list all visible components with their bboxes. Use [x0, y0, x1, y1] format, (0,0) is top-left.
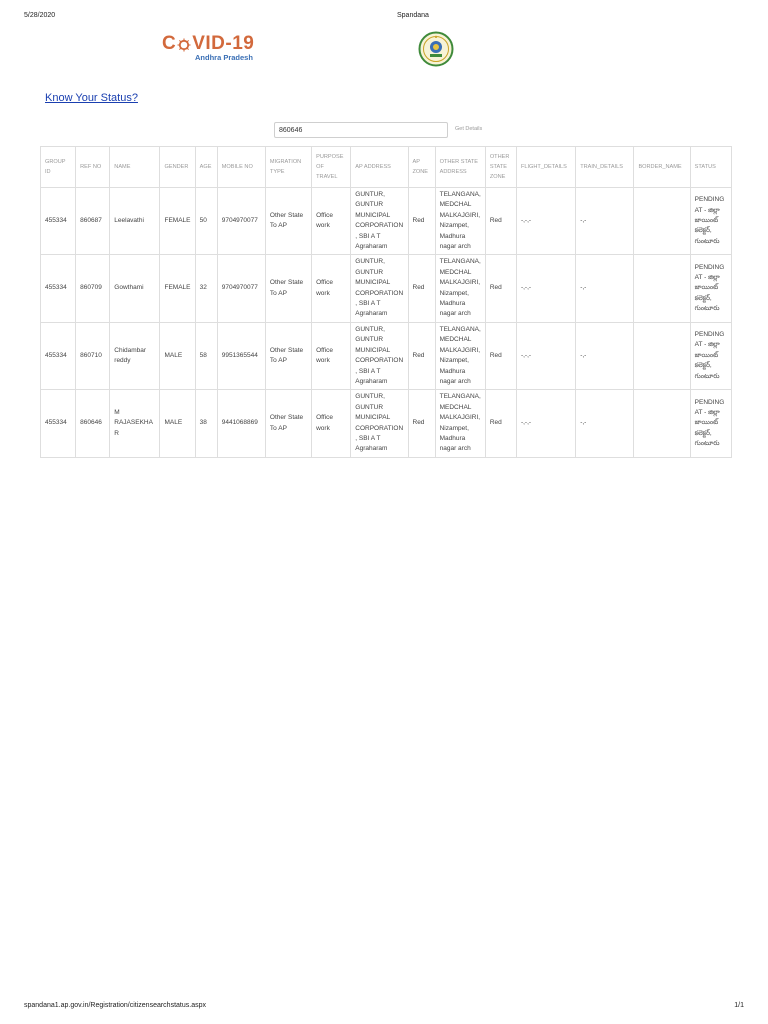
print-footer-url: spandana1.ap.gov.in/Registration/citizensearchstatus.aspx — [24, 1002, 206, 1009]
cell-flight-details: -,-,- — [516, 322, 575, 389]
header-age: AGE — [195, 147, 217, 188]
table-header-row — [41, 147, 732, 188]
cell-purpose: Office work — [312, 188, 351, 255]
cell-migration-type: Other State To AP — [265, 390, 311, 457]
cell-group-id: 455334 — [41, 188, 76, 255]
cell-status: PENDING AT - జిల్లా జాయింట్ కలెక్టర్, గుంటూరు — [690, 188, 731, 255]
cell-train-details: -,- — [576, 322, 634, 389]
cell-mobile-no: 9951365544 — [217, 322, 265, 389]
cell-other-state-zone: Red — [485, 390, 516, 457]
reference-number-input[interactable] — [274, 122, 448, 138]
header-name: NAME — [110, 147, 160, 188]
header-other-state-zone: OTHER STATE ZONE — [485, 147, 516, 188]
cell-migration-type: Other State To AP — [265, 322, 311, 389]
cell-ap-zone: Red — [408, 188, 435, 255]
cell-ap-zone: Red — [408, 390, 435, 457]
header-ap-address: AP ADDRESS — [351, 147, 408, 188]
table-row — [41, 255, 732, 322]
header-train-details: TRAIN_DETAILS — [576, 147, 634, 188]
status-results-table — [40, 146, 732, 458]
cell-other-state-address: TELANGANA, MEDCHAL MALKAJGIRI, Nizampet, Madhura nagar arch — [435, 322, 485, 389]
cell-group-id: 455334 — [41, 390, 76, 457]
print-page-title: Spandana — [397, 12, 429, 19]
logo-text-vid19: VID-19 — [192, 33, 255, 54]
cell-status: PENDING AT - జిల్లా జాయింట్ కలెక్టర్, గుంటూరు — [690, 390, 731, 457]
cell-border-name — [634, 390, 690, 457]
cell-train-details: -,- — [576, 188, 634, 255]
cell-flight-details: -,-,- — [516, 255, 575, 322]
header-migration-type: MIGRATION TYPE — [265, 147, 311, 188]
header-ref-no: REF NO — [76, 147, 110, 188]
header-ap-zone: AP ZONE — [408, 147, 435, 188]
cell-name: Chidambar reddy — [110, 322, 160, 389]
cell-other-state-zone: Red — [485, 188, 516, 255]
cell-name: M RAJASEKHAR — [110, 390, 160, 457]
cell-other-state-address: TELANGANA, MEDCHAL MALKAJGIRI, Nizampet, Madhura nagar arch — [435, 188, 485, 255]
cell-ref-no: 860710 — [76, 322, 110, 389]
header-border-name: BORDER_NAME — [634, 147, 690, 188]
cell-other-state-address: TELANGANA, MEDCHAL MALKAJGIRI, Nizampet, Madhura nagar arch — [435, 255, 485, 322]
header-group-id: GROUP ID — [41, 147, 76, 188]
cell-other-state-zone: Red — [485, 322, 516, 389]
cell-train-details: -,- — [576, 255, 634, 322]
cell-border-name — [634, 188, 690, 255]
cell-flight-details: -,-,- — [516, 188, 575, 255]
table-row — [41, 322, 732, 389]
cell-group-id: 455334 — [41, 322, 76, 389]
cell-group-id: 455334 — [41, 255, 76, 322]
cell-ap-zone: Red — [408, 255, 435, 322]
header-gender: GENDER — [160, 147, 195, 188]
cell-ap-zone: Red — [408, 322, 435, 389]
cell-border-name — [634, 255, 690, 322]
table-row — [41, 390, 732, 457]
cell-migration-type: Other State To AP — [265, 188, 311, 255]
cell-ap-address: GUNTUR, GUNTUR MUNICIPAL CORPORATION, SBI A T Agraharam — [351, 390, 408, 457]
cell-gender: FEMALE — [160, 255, 195, 322]
cell-ap-address: GUNTUR, GUNTUR MUNICIPAL CORPORATION, SBI A T Agraharam — [351, 188, 408, 255]
cell-other-state-zone: Red — [485, 255, 516, 322]
cell-ref-no: 860687 — [76, 188, 110, 255]
cell-mobile-no: 9704970077 — [217, 188, 265, 255]
ap-government-emblem-icon — [418, 31, 454, 67]
table-row — [41, 188, 732, 255]
cell-gender: MALE — [160, 390, 195, 457]
header-flight-details: FLIGHT_DETAILS — [516, 147, 575, 188]
get-details-button[interactable]: Get Details — [447, 124, 490, 134]
cell-mobile-no: 9704970077 — [217, 255, 265, 322]
cell-migration-type: Other State To AP — [265, 255, 311, 322]
header-mobile-no: MOBILE NO — [217, 147, 265, 188]
cell-gender: MALE — [160, 322, 195, 389]
logo-subtitle: Andhra Pradesh — [195, 53, 253, 62]
cell-mobile-no: 9441068869 — [217, 390, 265, 457]
cell-train-details: -,- — [576, 390, 634, 457]
header-other-state-address: OTHER STATE ADDRESS — [435, 147, 485, 188]
print-page-number: 1/1 — [734, 1002, 744, 1009]
cell-age: 32 — [195, 255, 217, 322]
cell-other-state-address: TELANGANA, MEDCHAL MALKAJGIRI, Nizampet, Madhura nagar arch — [435, 390, 485, 457]
cell-ap-address: GUNTUR, GUNTUR MUNICIPAL CORPORATION, SBI A T Agraharam — [351, 255, 408, 322]
cell-gender: FEMALE — [160, 188, 195, 255]
header-status: STATUS — [690, 147, 731, 188]
covid19-logo — [162, 34, 262, 64]
virus-icon — [177, 37, 191, 51]
cell-status: PENDING AT - జిల్లా జాయింట్ కలెక్టర్, గుంటూరు — [690, 322, 731, 389]
print-date: 5/28/2020 — [24, 12, 56, 19]
cell-ap-address: GUNTUR, GUNTUR MUNICIPAL CORPORATION, SBI A T Agraharam — [351, 322, 408, 389]
know-your-status-link[interactable]: Know Your Status? — [45, 92, 138, 104]
cell-name: Leelavathi — [110, 188, 160, 255]
cell-age: 38 — [195, 390, 217, 457]
cell-ref-no: 860709 — [76, 255, 110, 322]
cell-age: 58 — [195, 322, 217, 389]
cell-border-name — [634, 322, 690, 389]
cell-purpose: Office work — [312, 322, 351, 389]
cell-age: 50 — [195, 188, 217, 255]
cell-flight-details: -,-,- — [516, 390, 575, 457]
cell-name: Gowthami — [110, 255, 160, 322]
cell-ref-no: 860646 — [76, 390, 110, 457]
cell-purpose: Office work — [312, 255, 351, 322]
cell-purpose: Office work — [312, 390, 351, 457]
cell-status: PENDING AT - జిల్లా జాయింట్ కలెక్టర్, గుంటూరు — [690, 255, 731, 322]
logo-letter-c: C — [162, 33, 177, 54]
header-purpose-of-travel: PURPOSE OF TRAVEL — [312, 147, 351, 188]
